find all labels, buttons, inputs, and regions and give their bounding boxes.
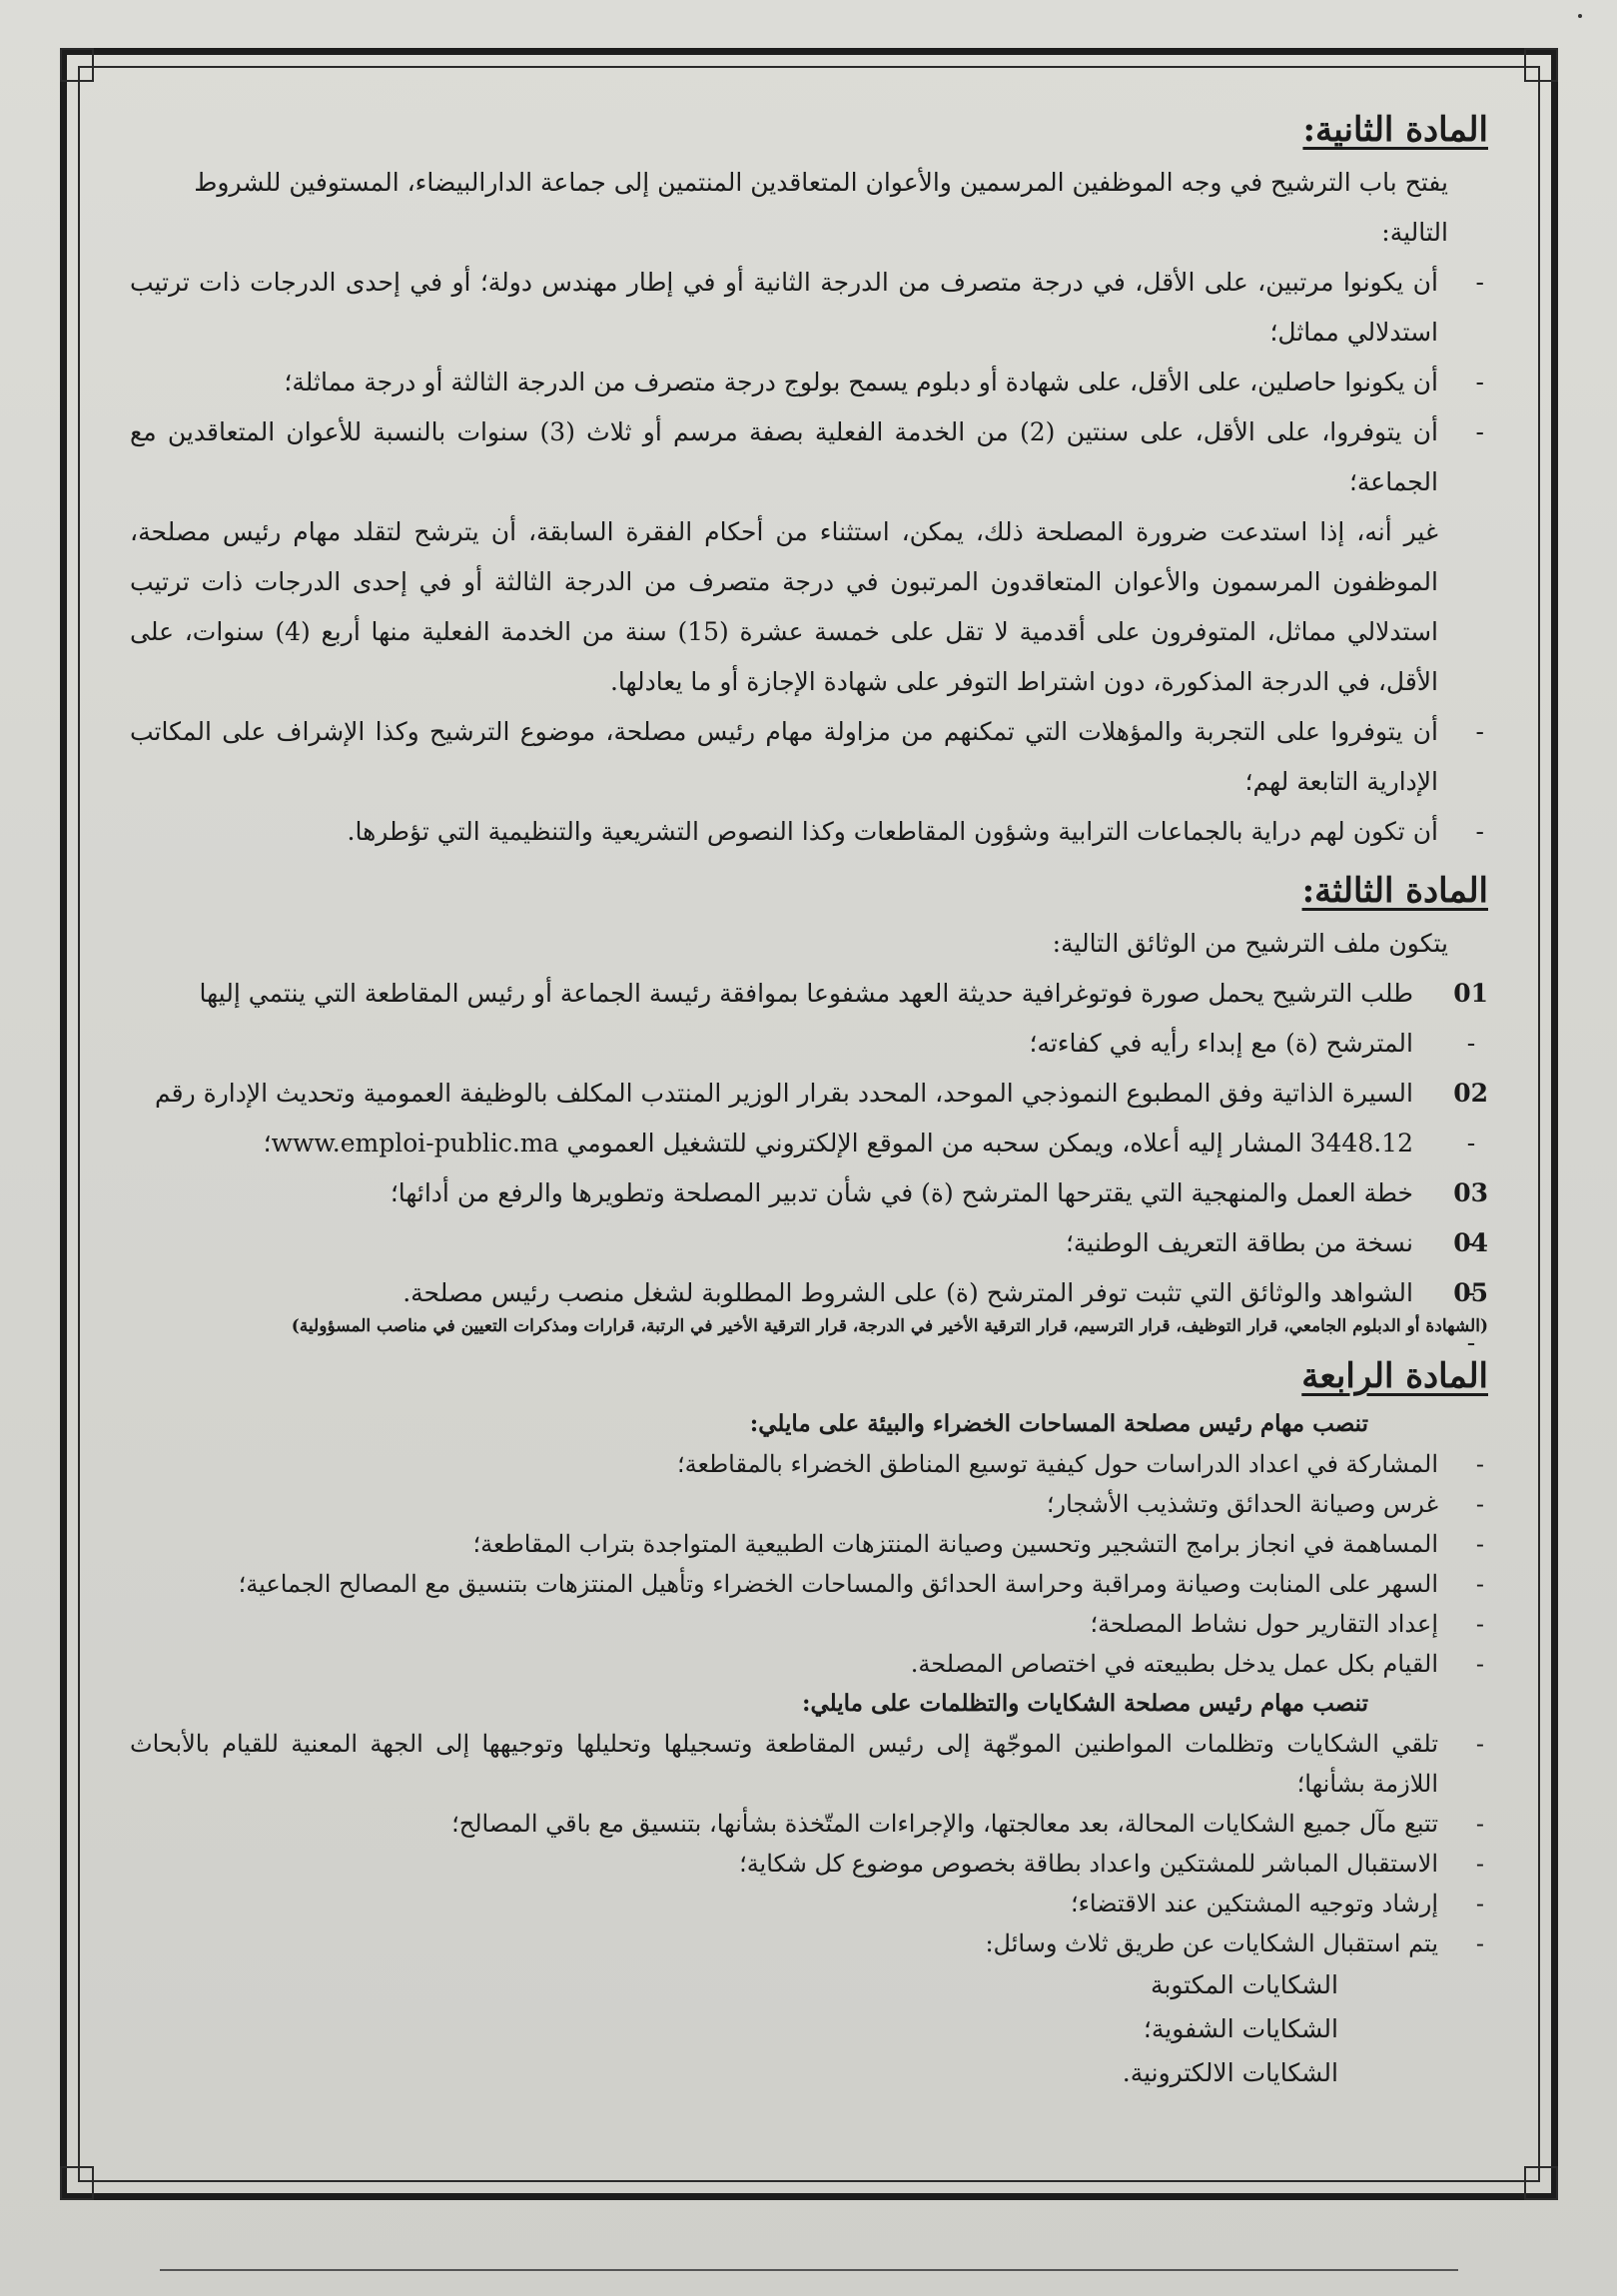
complaints-tasks [130, 1724, 1488, 1963]
complaint-channel: الشكايات المكتوبة [1151, 1970, 1338, 1999]
complaint-channel: الشكايات الالكترونية. [1122, 2058, 1338, 2087]
task-item: - المساهمة في انجاز برامج التشجير وتحسين وصيانة المنتزهات الطبيعية المتواجدة بتراب المقاطعة؛ [130, 1524, 1488, 1564]
document-text: الشواهد والوثائق التي تثبت توفر المترشح (ة) على الشروط المطلوبة لشغل منصب رئيس مصلحة. [403, 1278, 1413, 1307]
scan-speck [1578, 14, 1582, 18]
document-text: طلب الترشيح يحمل صورة فوتوغرافية حديثة العهد مشفوعا بموافقة رئيسة الجماعة أو رئيس المقاطعة التي ينتمي إليها المترشح (ة) مع إبداء رأيه في كفاءته؛ [199, 979, 1413, 1058]
document-text: نسخة من بطاقة التعريف الوطنية؛ [1065, 1228, 1413, 1257]
complaint-channel: الشكايات الشفوية؛ [1143, 2014, 1338, 2043]
article-2-conditions [130, 258, 1488, 507]
task-item: - المشاركة في اعداد الدراسات حول كيفية توسيع المناطق الخضراء بالمقاطعة؛ [130, 1444, 1488, 1484]
article-2-exception: غير أنه، إذا استدعت ضرورة المصلحة ذلك، يمكن، استثناء من أحكام الفقرة السابقة، أن يترشح لتقلد مهام رئيس مصلحة، الموظفون المرسمون والأعوان المتعاقدون المرتبون في درجة متصرف من الدرجة الثالثة أو في إحدى الدرجات ذات ترتيب استدلالي مماثل، المتوفرون على أقدمية لا تقل على خمسة عشرة (15) سنة من الخدمة الفعلية منها أربع (4) سنوات، على الأقل، في الدرجة المذكورة، دون اشتراط التوفر على شهادة الإجازة أو ما يعادلها. [130, 517, 1438, 696]
condition-item: - أن يتوفروا، على الأقل، على سنتين (2) من الخدمة الفعلية بصفة مرسم أو ثلاث (3) سنوات بالنسبة للأعوان المتعاقدين مع الجماعة؛ [130, 407, 1488, 507]
article-2-title: المادة الثانية: [1302, 110, 1488, 150]
article-2-conditions-more [130, 707, 1488, 857]
article-2-intro: يفتح باب الترشيح في وجه الموظفين المرسمين والأعوان المتعاقدين المنتمين إلى جماعة الدارالبيضاء، المستوفين للشروط التالية: [194, 168, 1448, 247]
task-item: - الاستقبال المباشر للمشتكين واعداد بطاقة بخصوص موضوع كل شكاية؛ [130, 1844, 1488, 1884]
document-body [130, 100, 1488, 2157]
task-item: - تتبع مآل جميع الشكايات المحالة، بعد معالجتها، والإجراءات المتّخذة بشأنها، بتنسيق مع باقي المصالح؛ [130, 1804, 1488, 1844]
task-item: - غرس وصيانة الحدائق وتشذيب الأشجار؛ [130, 1484, 1488, 1524]
document-text: خطة العمل والمنهجية التي يقترحها المترشح (ة) في شأن تدبير المصلحة وتطويرها والرفع من أدائها؛ [390, 1178, 1413, 1207]
document-item [130, 969, 1488, 1069]
document-number: 02 - [1454, 1069, 1488, 1168]
green-spaces-tasks [130, 1444, 1488, 1684]
task-item: - تلقي الشكايات وتظلمات المواطنين الموجّهة إلى رئيس المقاطعة وتسجيلها وتحليلها وتوجيهها إلى الجهة المعنية للقيام بالأبحاث اللازمة بشأنها؛ [130, 1724, 1488, 1804]
task-item: - السهر على المنابت وصيانة ومراقبة وحراسة الحدائق والمساحات الخضراء وتأهيل المنتزهات بتنسيق مع المصالح الجماعية؛ [130, 1564, 1488, 1604]
document-item [130, 1218, 1488, 1268]
document-number: 04 - [1454, 1218, 1488, 1318]
task-item: - يتم استقبال الشكايات عن طريق ثلاث وسائل: [130, 1923, 1488, 1963]
document-number: 01 - [1454, 969, 1488, 1069]
document-item [130, 1069, 1488, 1168]
condition-item: - أن تكون لهم دراية بالجماعات الترابية وشؤون المقاطعات وكذا النصوص التشريعية والتنظيمية التي تؤطرها. [130, 807, 1488, 857]
document-number: 05 - [1454, 1268, 1488, 1368]
document-number: 03 - [1454, 1168, 1488, 1268]
document-text: السيرة الذاتية وفق المطبوع النموذجي الموحد، المحدد بقرار الوزير المنتدب المكلف بالوظيفة العمومية وتحديث الإدارة رقم 3448.12 المشار إليه أعلاه، ويمكن سحبه من الموقع الإلكتروني للتشغيل العمومي www.emploi-public.ma؛ [155, 1079, 1413, 1157]
green-spaces-heading: تنصب مهام رئيس مصلحة المساحات الخضراء والبيئة على مايلي: [749, 1410, 1368, 1437]
border-corner-top-right [1524, 48, 1558, 82]
article-3-title: المادة الثالثة: [1301, 871, 1488, 911]
task-item: - إعداد التقارير حول نشاط المصلحة؛ [130, 1604, 1488, 1644]
border-corner-top-left [60, 48, 94, 82]
border-corner-bottom-right [1524, 2166, 1558, 2200]
article-3-documents [130, 969, 1488, 1318]
condition-item: - أن يكونوا حاصلين، على الأقل، على شهادة أو دبلوم يسمح بولوج درجة متصرف من الدرجة الثالثة أو درجة مماثلة؛ [130, 358, 1488, 407]
document-item [130, 1268, 1488, 1318]
condition-item: - أن يتوفروا على التجربة والمؤهلات التي تمكنهم من مزاولة مهام رئيس مصلحة، موضوع الترشيح وكذا الإشراف على المكاتب الإدارية التابعة لهم؛ [130, 707, 1488, 807]
document-item [130, 1168, 1488, 1218]
article-4-title: المادة الرابعة [1301, 1356, 1488, 1396]
bottom-rule [160, 2269, 1458, 2271]
article-3-note: (الشهادة أو الدبلوم الجامعي، قرار التوظيف، قرار الترسيم، قرار الترقية الأخير في الدرجة، قرار الترقية الأخير في الرتبة، قرارات ومذكرات التعيين في مناصب المسؤولية) [291, 1316, 1488, 1336]
article-3-intro: يتكون ملف الترشيح من الوثائق التالية: [1052, 929, 1448, 958]
condition-item: - أن يكونوا مرتبين، على الأقل، في درجة متصرف من الدرجة الثانية أو في إطار مهندس دولة؛ أو في إحدى الدرجات ذات ترتيب استدلالي مماثل؛ [130, 258, 1488, 358]
border-corner-bottom-left [60, 2166, 94, 2200]
complaints-heading: تنصب مهام رئيس مصلحة الشكايات والتظلمات على مايلي: [801, 1690, 1368, 1717]
task-item: - القيام بكل عمل يدخل بطبيعته في اختصاص المصلحة. [130, 1644, 1488, 1684]
task-item: - إرشاد وتوجيه المشتكين عند الاقتضاء؛ [130, 1884, 1488, 1923]
